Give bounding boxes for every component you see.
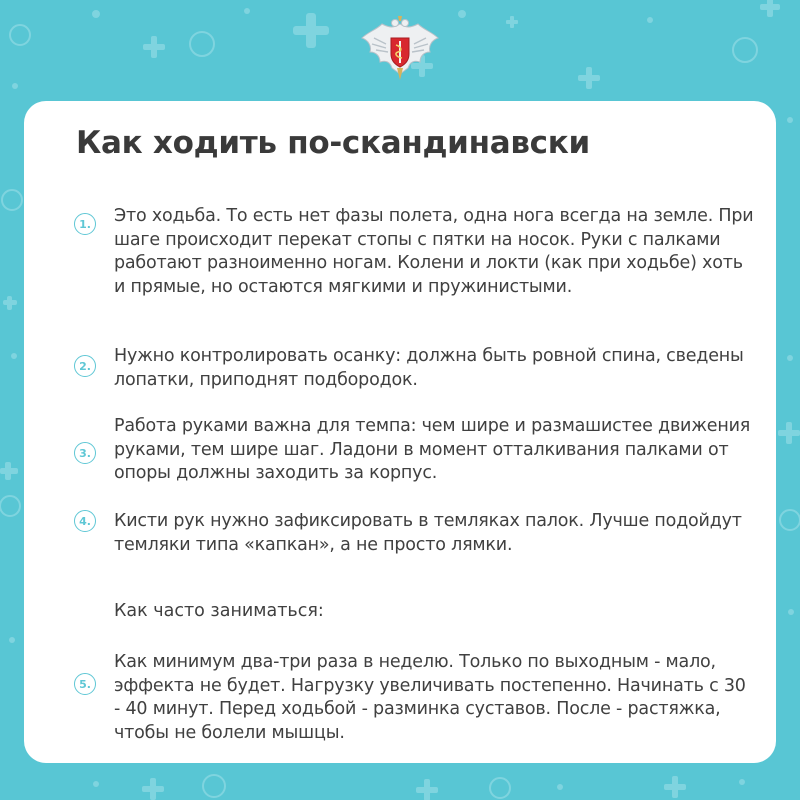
list-item-text: Кисти рук нужно зафиксировать в темляках палок. Лучше подойдут темляки типа «капкан», а не просто лямки.	[114, 511, 742, 555]
list-item	[114, 651, 754, 745]
list-item	[114, 415, 754, 486]
page-title: Как ходить по-скандинавски	[76, 125, 590, 161]
list-item	[114, 510, 754, 557]
number-badge-4: 4.	[74, 510, 96, 532]
section-subheading: Как часто заниматься:	[114, 601, 324, 621]
content-card	[24, 101, 776, 763]
number-badge-5: 5.	[74, 673, 96, 695]
number-badge-1: 1.	[74, 213, 96, 235]
eagle-emblem-icon	[360, 14, 440, 84]
list-item-text: Это ходьба. То есть нет фазы полета, одна нога всегда на земле. При шаге происходит перекат стопы с пятки на носок. Руки с палками работают разноименно ногам. Колени и локти (как при ходьбе) хоть и прямые, но остаются мягкими и пружинистыми.	[114, 206, 754, 297]
list-item-text: Как минимум два-три раза в неделю. Только по выходным - мало, эффекта не будет. Нагрузку увеличивать постепенно. Начинать с 30 - 40 минут. Перед ходьбой - разминка суставов. После - растяжка, чтобы не болели мышцы.	[114, 652, 746, 743]
list-item-text: Работа руками важна для темпа: чем шире и размашистее движения руками, тем шире шаг. Ладони в момент отталкивания палками от опоры должны заходить за корпус.	[114, 416, 751, 483]
list-item-text: Нужно контролировать осанку: должна быть ровной спина, сведены лопатки, приподнят подбородок.	[114, 346, 744, 390]
number-badge-3: 3.	[74, 442, 96, 464]
list-item	[114, 205, 754, 299]
list-item	[114, 345, 754, 392]
number-badge-2: 2.	[74, 355, 96, 377]
